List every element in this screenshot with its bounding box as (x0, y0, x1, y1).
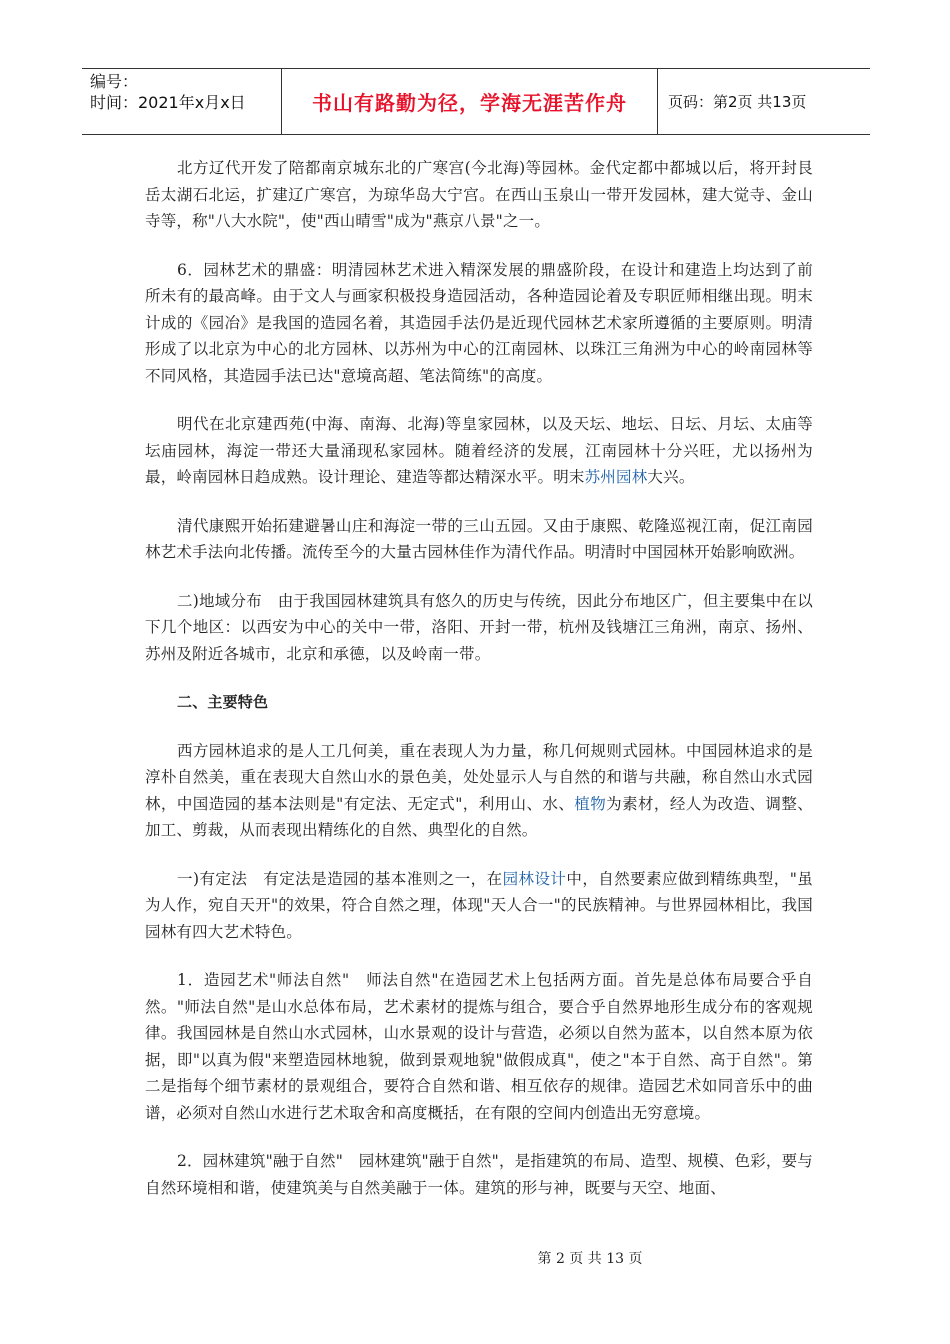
paragraph: 清代康熙开始拓建避暑山庄和海淀一带的三山五园。又由于康熙、乾隆巡视江南，促江南园林艺术手法向北传播。流传至今的大量古园林佳作为清代作品。明清时中国园林开始影响欧洲。 (145, 516, 813, 561)
header-motto: 书山有路勤为径，学海无涯苦作舟 (282, 69, 658, 134)
link-suzhou-gardens[interactable]: 苏州园林 (584, 468, 648, 486)
paragraph: 一)有定法 有定法是造园的基本准则之一，在园林设计中，自然要素应做到精练典型，"虽为人作，宛自天开"的效果，符合自然之理，体现"天人合一"的民族精神。与世界园林相比，我国园林有四大艺术特色。 (145, 869, 813, 941)
document-body (145, 155, 813, 1223)
header-meta (82, 69, 282, 134)
link-garden-design[interactable]: 园林设计 (502, 869, 567, 888)
section-heading: 二、主要特色 (177, 693, 269, 711)
time-label: 时间：2021年x月x日 (90, 93, 246, 112)
paragraph: 明代在北京建西苑(中海、南海、北海)等皇家园林，以及天坛、地坛、日坛、月坛、太庙等坛庙园林，海淀一带还大量涌现私家园林。随着经济的发展，江南园林十分兴旺，尤以扬州为最，岭南园林日趋成熟。设计理论、建造等都达精深水平。明末苏州园林大兴。 (145, 415, 813, 486)
header-page-info: 页码：第2页 共13页 (668, 93, 807, 111)
paragraph: 北方辽代开发了陪都南京城东北的广寒宫(今北海)等园林。金代定都中都城以后，将开封艮岳太湖石北运，扩建辽广寒宫，为琼华岛大宁宫。在西山玉泉山一带开发园林，建大觉寺、金山寺等，称"八大水院"，使"西山晴雪"成为"燕京八景"之一。 (145, 159, 813, 230)
paragraph: 2．园林建筑"融于自然" 园林建筑"融于自然"，是指建筑的布局、造型、规模、色彩，要与自然环境相和谐，使建筑美与自然美融于一体。建筑的形与神，既要与天空、地面、 (145, 1152, 813, 1197)
paragraph: 二)地域分布 由于我国园林建筑具有悠久的历史与传统，因此分布地区广，但主要集中在以下几个地区：以西安为中心的关中一带，洛阳、开封一带，杭州及钱塘江三角洲，南京、扬州、苏州及附近各城市，北京和承德，以及岭南一带。 (145, 591, 813, 663)
paragraph: 6．园林艺术的鼎盛：明清园林艺术进入精深发展的鼎盛阶段，在设计和建造上均达到了前所未有的最高峰。由于文人与画家积极投身造园活动，各种造园论着及专职匠师相继出现。明末计成的《园冶》是我国的造园名着，其造园手法仍是近现代园林艺术家所遵循的主要原则。明清形成了以北京为中心的北方园林、以苏州为中心的江南园林、以珠江三角洲为中心的岭南园林等不同风格，其造园手法已达"意境高超、笔法简练"的高度。 (145, 260, 813, 385)
page-footer: 第 2 页 共 13 页 (537, 1251, 643, 1267)
page-header (82, 68, 870, 135)
paragraph: 1．造园艺术"师法自然" 师法自然"在造园艺术上包括两方面。首先是总体布局要合乎自然。"师法自然"是山水总体布局，艺术素材的提炼与组合，要合乎自然界地形生成分布的客观规律。我国园林是自然山水式园林，山水景观的设计与营造，必须以自然为蓝本，以自然本原为依据，即"以真为假"来塑造园林地貌，做到景观地貌"做假成真"，使之"本于自然、高于自然"。第二是指每个细节素材的景观组合，要符合自然和谐、相互依存的规律。造园艺术如同音乐中的曲谱，必须对自然山水进行艺术取舍和高度概括，在有限的空间内创造出无穷意境。 (145, 971, 813, 1122)
link-plants[interactable]: 植物 (574, 794, 607, 813)
serial-label: 编号： (90, 72, 139, 91)
paragraph: 西方园林追求的是人工几何美，重在表现人为力量，称几何规则式园林。中国园林追求的是淳朴自然美，重在表现大自然山水的景色美，处处显示人与自然的和谐与共融，称自然山水式园林，中国造园的基本法则是"有定法、无定式"，利用山、水、植物为素材，经人为改造、调整、加工、剪裁，从而表现出精练化的自然、典型化的自然。 (145, 741, 813, 839)
